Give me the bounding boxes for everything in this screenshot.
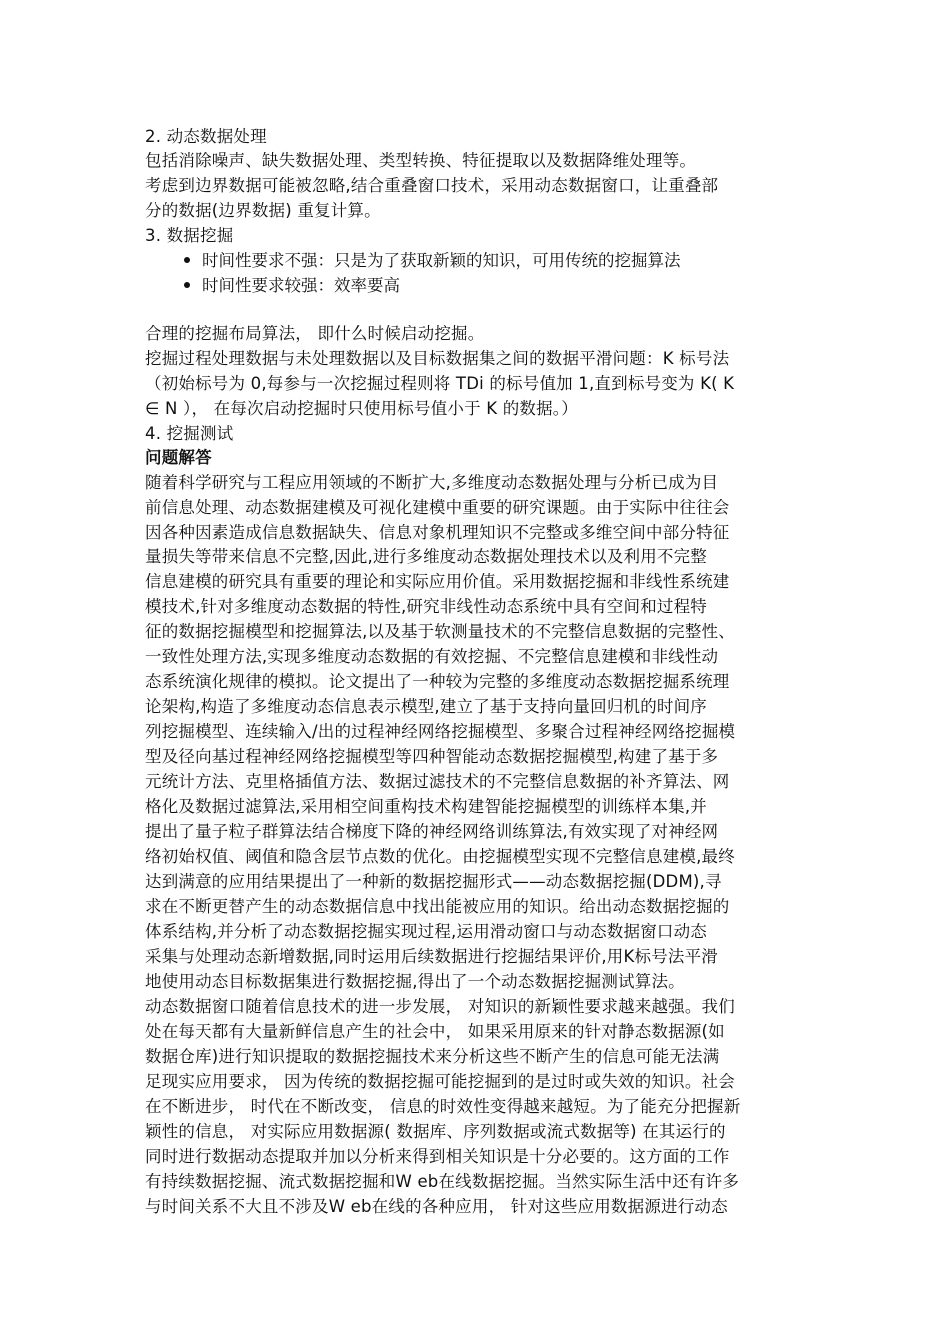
section-3-line: 合理的挖掘布局算法， 即什么时候启动挖掘。	[145, 324, 485, 343]
answer-line: 地使用动态目标数据集进行数据挖掘,得出了一个动态数据挖掘测试算法。	[145, 972, 685, 991]
answer-line: 因各种因素造成信息数据缺失、信息对象机理知识不完整或多维空间中部分特征	[145, 523, 730, 542]
section-4-heading: 4. 挖掘测试	[145, 424, 234, 443]
answer-line: 有持续数据挖掘、流式数据挖掘和W eb在线数据挖掘。当然实际生活中还有许多	[145, 1172, 740, 1191]
answer-line: 数据仓库)进行知识提取的数据挖掘技术来分析这些不断产生的信息可能无法满	[145, 1047, 720, 1066]
answer-line: 征的数据挖掘模型和挖掘算法,以及基于软测量技术的不完整信息数据的完整性、	[145, 622, 735, 641]
answer-line: 模技术,针对多维度动态数据的特性,研究非线性动态系统中具有空间和过程特	[145, 597, 707, 616]
answer-line: 元统计方法、克里格插值方法、数据过滤技术的不完整信息数据的补齐算法、网	[145, 772, 730, 791]
answer-line: 态系统演化规律的模拟。论文提出了一种较为完整的多维度动态数据挖掘系统理	[145, 672, 730, 691]
answer-line: 处在每天都有大量新鲜信息产生的社会中， 如果采用原来的针对静态数据源(如	[145, 1022, 725, 1041]
answer-line: 列挖掘模型、连续输入/出的过程神经网络挖掘模型、多聚合过程神经网络挖掘模	[145, 722, 736, 741]
answer-line: 随着科学研究与工程应用领域的不断扩大,多维度动态数据处理与分析已成为目	[145, 473, 719, 492]
answer-line: 与时间关系不大且不涉及W eb在线的各种应用， 针对这些应用数据源进行动态	[145, 1197, 728, 1216]
answer-line: 足现实应用要求， 因为传统的数据挖掘可能挖掘到的是过时或失效的知识。社会	[145, 1072, 735, 1091]
answer-line: 信息建模的研究具有重要的理论和实际应用价值。采用数据挖掘和非线性系统建	[145, 572, 730, 591]
answer-line: 论架构,构造了多维度动态信息表示模型,建立了基于支持向量回归机的时间序	[145, 697, 707, 716]
bullet-icon	[184, 257, 190, 263]
answer-line: 型及径向基过程神经网络挖掘模型等四种智能动态数据挖掘模型,构建了基于多	[145, 747, 719, 766]
section-3-line: （初始标号为 0,每参与一次挖掘过程则将 TDi 的标号值加 1,直到标号变为 K( K	[145, 374, 735, 393]
bullet-icon	[184, 282, 190, 288]
answer-line: 一致性处理方法,实现多维度动态数据的有效挖掘、不完整信息建模和非线性动	[145, 647, 719, 666]
answer-line: 同时进行数据动态提取并加以分析来得到相关知识是十分必要的。这方面的工作	[145, 1147, 730, 1166]
bullet-item	[184, 274, 400, 297]
answer-line: 量损失等带来信息不完整,因此,进行多维度动态数据处理技术以及利用不完整	[145, 547, 707, 566]
answer-line: 达到满意的应用结果提出了一种新的数据挖掘形式——动态数据挖掘(DDM),寻	[145, 872, 722, 891]
section-2-line: 考虑到边界数据可能被忽略,结合重叠窗口技术，采用动态数据窗口，让重叠部	[145, 176, 719, 195]
answer-line: 前信息处理、动态数据建模及可视化建模中重要的研究课题。由于实际中往往会	[145, 498, 730, 517]
answer-line: 求在不断更替产生的动态数据信息中找出能被应用的知识。给出动态数据挖掘的	[145, 897, 730, 916]
answer-line: 颖性的信息， 对实际应用数据源( 数据库、序列数据或流式数据等) 在其运行的	[145, 1122, 726, 1141]
bullet-text: 时间性要求较强：效率要高	[202, 276, 400, 295]
answer-line: 体系结构,并分析了动态数据挖掘实现过程,运用滑动窗口与动态数据窗口动态	[145, 922, 707, 941]
bullet-item	[184, 249, 681, 272]
answer-line: 络初始权值、阈值和隐含层节点数的优化。由挖掘模型实现不完整信息建模,最终	[145, 847, 735, 866]
bullet-text: 时间性要求不强：只是为了获取新颖的知识，可用传统的挖掘算法	[202, 251, 681, 270]
section-2-line: 分的数据(边界数据) 重复计算。	[145, 201, 381, 220]
answer-line: 提出了量子粒子群算法结合梯度下降的神经网络训练算法,有效实现了对神经网	[145, 822, 719, 841]
section-3-heading: 3. 数据挖掘	[145, 226, 234, 245]
section-2-line: 包括消除噪声、缺失数据处理、类型转换、特征提取以及数据降维处理等。	[145, 151, 697, 170]
answer-line: 动态数据窗口随着信息技术的进一步发展， 对知识的新颖性要求越来越强。我们	[145, 997, 735, 1016]
section-2-heading: 2. 动态数据处理	[145, 127, 267, 146]
answer-line: 采集与处理动态新增数据,同时运用后续数据进行挖掘结果评价,用K标号法平滑	[145, 947, 719, 966]
section-3-line: ∈ N ）， 在每次启动挖掘时只使用标号值小于 K 的数据。）	[145, 399, 578, 418]
answer-heading: 问题解答	[145, 448, 212, 467]
section-3-line: 挖掘过程处理数据与未处理数据以及目标数据集之间的数据平滑问题：K 标号法	[145, 349, 730, 368]
answer-line: 在不断进步， 时代在不断改变， 信息的时效性变得越来越短。为了能充分把握新	[145, 1097, 741, 1116]
answer-line: 格化及数据过滤算法,采用相空间重构技术构建智能挖掘模型的训练样本集,并	[145, 797, 707, 816]
